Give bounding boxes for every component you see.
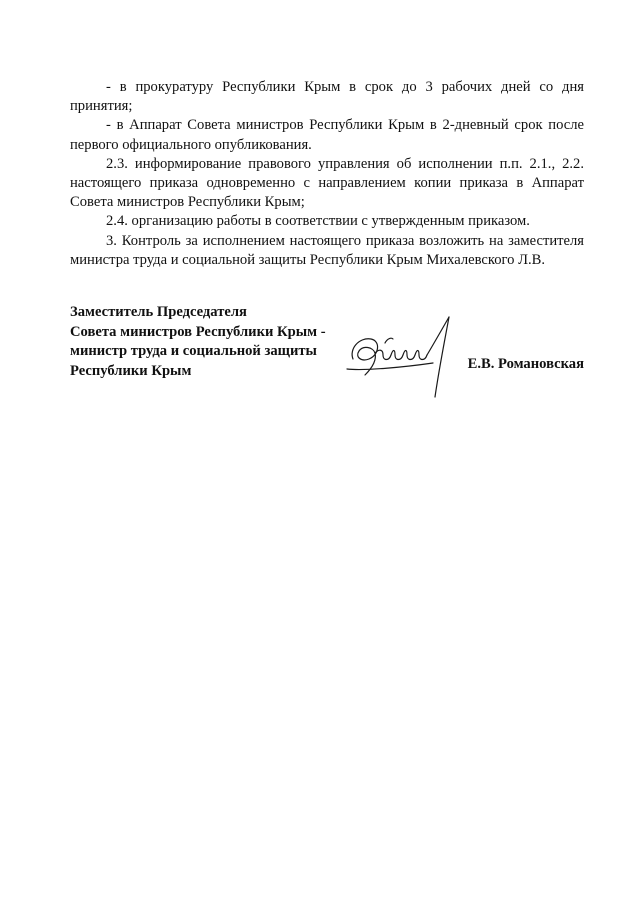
paragraph-prosecutor: - в прокуратуру Республики Крым в срок до 3 рабочих дней со дня принятия; — [70, 79, 584, 115]
position-line: министр труда и социальной защиты — [70, 343, 317, 359]
document-body — [70, 78, 584, 270]
signer-name: Е.В. Романовская — [467, 356, 584, 372]
paragraph-item-2-4: 2.4. организацию работы в соответствии с утвержденным приказом. — [106, 213, 530, 230]
position-line: Заместитель Председателя — [70, 304, 247, 320]
paragraph-council-apparatus: - в Аппарат Совета министров Республики Крым в 2-дневный срок после первого официального опубликования. — [70, 117, 584, 153]
signer-position — [70, 303, 326, 381]
handwritten-signature — [345, 309, 467, 405]
paragraph-item-2-3: 2.3. информирование правового управления об исполнении п.п. 2.1., 2.2. настоящего приказа одновременно с направлением копии приказа в Аппарат Совета министров Республики Крым; — [70, 155, 584, 211]
position-line: Совета министров Республики Крым - — [70, 323, 326, 340]
position-line: Республики Крым — [70, 362, 192, 379]
signature-block — [70, 303, 584, 413]
paragraph-item-3: 3. Контроль за исполнением настоящего приказа возложить на заместителя министра труда и социальной защиты Республики Крым Михалевского Л.В. — [70, 232, 584, 268]
